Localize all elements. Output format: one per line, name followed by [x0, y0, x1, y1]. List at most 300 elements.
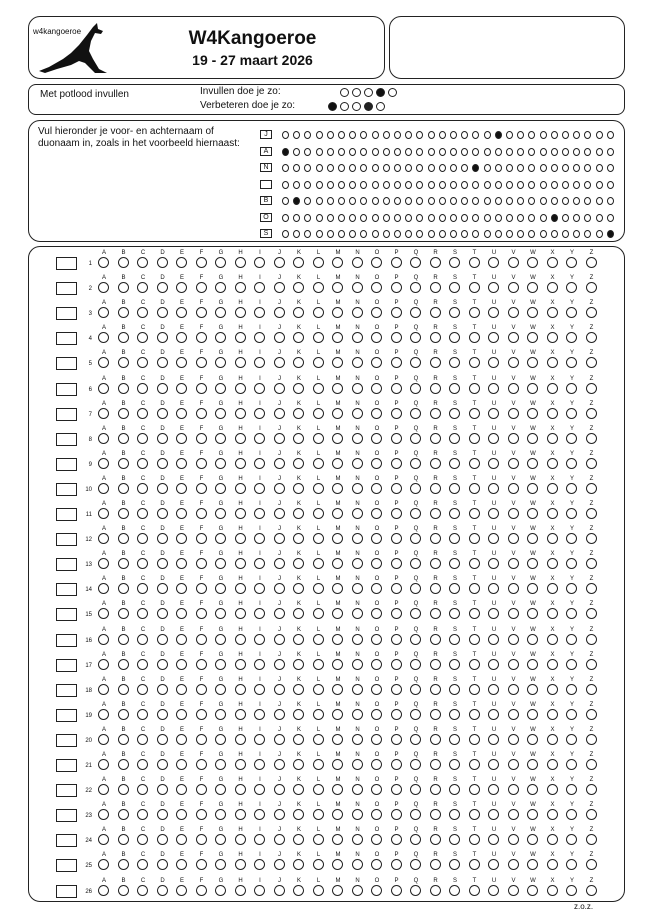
- name-bubble[interactable]: [540, 148, 547, 156]
- answer-bubble[interactable]: [391, 608, 402, 619]
- answer-bubble[interactable]: [449, 483, 460, 494]
- answer-bubble[interactable]: [196, 508, 207, 519]
- name-bubble[interactable]: [304, 148, 311, 156]
- answer-bubble[interactable]: [98, 659, 109, 670]
- name-bubble[interactable]: [282, 230, 289, 238]
- name-bubble[interactable]: [428, 230, 435, 238]
- answer-bubble[interactable]: [332, 659, 343, 670]
- name-bubble[interactable]: [372, 131, 379, 139]
- name-bubble[interactable]: [495, 230, 502, 238]
- name-bubble[interactable]: [573, 181, 580, 189]
- answer-bubble[interactable]: [488, 483, 499, 494]
- answer-bubble[interactable]: [430, 558, 441, 569]
- answer-bubble[interactable]: [469, 408, 480, 419]
- answer-bubble[interactable]: [586, 357, 597, 368]
- name-bubble[interactable]: [383, 164, 390, 172]
- answer-bubble[interactable]: [254, 433, 265, 444]
- answer-bubble[interactable]: [293, 709, 304, 720]
- name-bubble[interactable]: [607, 181, 614, 189]
- answer-bubble[interactable]: [586, 307, 597, 318]
- name-bubble[interactable]: [461, 148, 468, 156]
- name-bubble[interactable]: [327, 230, 334, 238]
- name-bubble[interactable]: [540, 214, 547, 222]
- name-bubble[interactable]: [584, 181, 591, 189]
- answer-bubble[interactable]: [98, 508, 109, 519]
- name-letter-box[interactable]: O: [260, 213, 272, 222]
- answer-bubble[interactable]: [118, 408, 129, 419]
- answer-bubble[interactable]: [586, 684, 597, 695]
- answer-box[interactable]: [56, 608, 77, 621]
- answer-bubble[interactable]: [371, 709, 382, 720]
- name-bubble[interactable]: [472, 148, 479, 156]
- answer-bubble[interactable]: [469, 659, 480, 670]
- answer-bubble[interactable]: [196, 307, 207, 318]
- answer-bubble[interactable]: [586, 784, 597, 795]
- answer-bubble[interactable]: [332, 734, 343, 745]
- answer-bubble[interactable]: [176, 709, 187, 720]
- name-bubble[interactable]: [517, 148, 524, 156]
- answer-bubble[interactable]: [352, 533, 363, 544]
- answer-bubble[interactable]: [176, 483, 187, 494]
- answer-bubble[interactable]: [215, 634, 226, 645]
- answer-bubble[interactable]: [235, 734, 246, 745]
- answer-bubble[interactable]: [254, 659, 265, 670]
- answer-bubble[interactable]: [449, 684, 460, 695]
- answer-bubble[interactable]: [586, 408, 597, 419]
- answer-bubble[interactable]: [547, 659, 558, 670]
- answer-bubble[interactable]: [196, 558, 207, 569]
- name-bubble[interactable]: [282, 131, 289, 139]
- answer-bubble[interactable]: [547, 408, 558, 419]
- answer-bubble[interactable]: [508, 357, 519, 368]
- answer-bubble[interactable]: [176, 408, 187, 419]
- name-bubble[interactable]: [562, 148, 569, 156]
- answer-bubble[interactable]: [527, 709, 538, 720]
- answer-bubble[interactable]: [157, 558, 168, 569]
- name-bubble[interactable]: [338, 197, 345, 205]
- name-bubble[interactable]: [551, 230, 558, 238]
- name-bubble[interactable]: [596, 197, 603, 205]
- answer-bubble[interactable]: [274, 533, 285, 544]
- answer-bubble[interactable]: [469, 784, 480, 795]
- answer-bubble[interactable]: [332, 483, 343, 494]
- answer-bubble[interactable]: [352, 634, 363, 645]
- answer-bubble[interactable]: [118, 834, 129, 845]
- answer-bubble[interactable]: [488, 458, 499, 469]
- answer-box[interactable]: [56, 282, 77, 295]
- answer-bubble[interactable]: [196, 784, 207, 795]
- answer-bubble[interactable]: [391, 809, 402, 820]
- name-bubble[interactable]: [562, 181, 569, 189]
- name-bubble[interactable]: [439, 164, 446, 172]
- answer-bubble[interactable]: [391, 709, 402, 720]
- answer-bubble[interactable]: [196, 684, 207, 695]
- answer-bubble[interactable]: [508, 885, 519, 896]
- name-bubble[interactable]: [304, 214, 311, 222]
- answer-bubble[interactable]: [488, 433, 499, 444]
- name-bubble[interactable]: [573, 148, 580, 156]
- answer-bubble[interactable]: [430, 257, 441, 268]
- answer-bubble[interactable]: [254, 383, 265, 394]
- answer-bubble[interactable]: [430, 433, 441, 444]
- answer-bubble[interactable]: [449, 885, 460, 896]
- answer-bubble[interactable]: [527, 734, 538, 745]
- answer-bubble[interactable]: [547, 483, 558, 494]
- answer-bubble[interactable]: [274, 734, 285, 745]
- answer-box[interactable]: [56, 483, 77, 496]
- answer-bubble[interactable]: [313, 433, 324, 444]
- answer-bubble[interactable]: [430, 383, 441, 394]
- answer-bubble[interactable]: [430, 809, 441, 820]
- answer-box[interactable]: [56, 357, 77, 370]
- name-bubble[interactable]: [293, 181, 300, 189]
- answer-bubble[interactable]: [508, 859, 519, 870]
- answer-bubble[interactable]: [196, 533, 207, 544]
- answer-bubble[interactable]: [235, 433, 246, 444]
- answer-bubble[interactable]: [352, 307, 363, 318]
- answer-bubble[interactable]: [313, 282, 324, 293]
- answer-bubble[interactable]: [586, 709, 597, 720]
- answer-bubble[interactable]: [469, 684, 480, 695]
- answer-bubble[interactable]: [586, 885, 597, 896]
- answer-bubble[interactable]: [527, 885, 538, 896]
- answer-bubble[interactable]: [469, 483, 480, 494]
- answer-bubble[interactable]: [118, 608, 129, 619]
- name-bubble[interactable]: [607, 197, 614, 205]
- answer-bubble[interactable]: [293, 408, 304, 419]
- answer-bubble[interactable]: [547, 458, 558, 469]
- answer-bubble[interactable]: [508, 684, 519, 695]
- answer-bubble[interactable]: [586, 508, 597, 519]
- name-bubble[interactable]: [495, 197, 502, 205]
- answer-bubble[interactable]: [313, 558, 324, 569]
- name-bubble[interactable]: [461, 181, 468, 189]
- answer-bubble[interactable]: [391, 784, 402, 795]
- name-bubble[interactable]: [506, 148, 513, 156]
- answer-bubble[interactable]: [508, 483, 519, 494]
- name-bubble[interactable]: [506, 181, 513, 189]
- answer-bubble[interactable]: [547, 332, 558, 343]
- name-bubble[interactable]: [506, 214, 513, 222]
- answer-bubble[interactable]: [547, 684, 558, 695]
- answer-bubble[interactable]: [254, 634, 265, 645]
- answer-box[interactable]: [56, 759, 77, 772]
- name-bubble[interactable]: [360, 148, 367, 156]
- answer-bubble[interactable]: [508, 659, 519, 670]
- name-bubble[interactable]: [450, 131, 457, 139]
- answer-bubble[interactable]: [566, 634, 577, 645]
- answer-bubble[interactable]: [469, 383, 480, 394]
- answer-bubble[interactable]: [488, 759, 499, 770]
- answer-bubble[interactable]: [118, 583, 129, 594]
- answer-bubble[interactable]: [274, 408, 285, 419]
- answer-bubble[interactable]: [118, 307, 129, 318]
- answer-bubble[interactable]: [449, 659, 460, 670]
- answer-bubble[interactable]: [293, 257, 304, 268]
- answer-bubble[interactable]: [313, 659, 324, 670]
- answer-bubble[interactable]: [118, 508, 129, 519]
- answer-bubble[interactable]: [293, 508, 304, 519]
- name-bubble[interactable]: [428, 197, 435, 205]
- name-letter-box[interactable]: N: [260, 163, 272, 172]
- name-bubble[interactable]: [439, 148, 446, 156]
- answer-bubble[interactable]: [137, 885, 148, 896]
- answer-bubble[interactable]: [547, 784, 558, 795]
- name-bubble[interactable]: [484, 230, 491, 238]
- answer-bubble[interactable]: [547, 583, 558, 594]
- answer-bubble[interactable]: [274, 709, 285, 720]
- answer-bubble[interactable]: [391, 533, 402, 544]
- answer-bubble[interactable]: [527, 408, 538, 419]
- answer-box[interactable]: [56, 433, 77, 446]
- name-bubble[interactable]: [428, 181, 435, 189]
- answer-bubble[interactable]: [410, 684, 421, 695]
- answer-bubble[interactable]: [586, 558, 597, 569]
- answer-bubble[interactable]: [449, 433, 460, 444]
- name-bubble[interactable]: [405, 181, 412, 189]
- answer-bubble[interactable]: [235, 834, 246, 845]
- answer-bubble[interactable]: [176, 433, 187, 444]
- name-bubble[interactable]: [428, 164, 435, 172]
- answer-bubble[interactable]: [527, 483, 538, 494]
- answer-bubble[interactable]: [430, 634, 441, 645]
- answer-bubble[interactable]: [469, 859, 480, 870]
- answer-bubble[interactable]: [196, 859, 207, 870]
- answer-bubble[interactable]: [508, 408, 519, 419]
- answer-bubble[interactable]: [508, 558, 519, 569]
- answer-bubble[interactable]: [118, 332, 129, 343]
- answer-bubble[interactable]: [196, 332, 207, 343]
- name-bubble[interactable]: [439, 214, 446, 222]
- answer-bubble[interactable]: [196, 257, 207, 268]
- answer-bubble[interactable]: [157, 859, 168, 870]
- answer-bubble[interactable]: [391, 433, 402, 444]
- name-bubble[interactable]: [439, 197, 446, 205]
- name-bubble[interactable]: [416, 148, 423, 156]
- name-bubble[interactable]: [450, 214, 457, 222]
- answer-bubble[interactable]: [157, 282, 168, 293]
- answer-bubble[interactable]: [137, 659, 148, 670]
- name-bubble[interactable]: [484, 197, 491, 205]
- answer-bubble[interactable]: [469, 634, 480, 645]
- name-bubble[interactable]: [607, 164, 614, 172]
- answer-bubble[interactable]: [196, 357, 207, 368]
- answer-bubble[interactable]: [137, 483, 148, 494]
- answer-bubble[interactable]: [547, 282, 558, 293]
- answer-bubble[interactable]: [547, 533, 558, 544]
- name-bubble[interactable]: [349, 181, 356, 189]
- name-bubble[interactable]: [596, 181, 603, 189]
- answer-bubble[interactable]: [508, 784, 519, 795]
- answer-bubble[interactable]: [371, 483, 382, 494]
- answer-bubble[interactable]: [566, 734, 577, 745]
- answer-bubble[interactable]: [274, 634, 285, 645]
- answer-bubble[interactable]: [371, 408, 382, 419]
- answer-bubble[interactable]: [586, 759, 597, 770]
- name-bubble[interactable]: [540, 131, 547, 139]
- answer-bubble[interactable]: [508, 332, 519, 343]
- answer-bubble[interactable]: [508, 257, 519, 268]
- answer-bubble[interactable]: [469, 583, 480, 594]
- answer-bubble[interactable]: [313, 483, 324, 494]
- answer-bubble[interactable]: [235, 659, 246, 670]
- answer-bubble[interactable]: [410, 759, 421, 770]
- answer-bubble[interactable]: [235, 809, 246, 820]
- answer-bubble[interactable]: [332, 383, 343, 394]
- answer-bubble[interactable]: [508, 809, 519, 820]
- name-bubble[interactable]: [372, 214, 379, 222]
- name-bubble[interactable]: [439, 131, 446, 139]
- answer-bubble[interactable]: [235, 709, 246, 720]
- answer-bubble[interactable]: [196, 383, 207, 394]
- answer-bubble[interactable]: [215, 483, 226, 494]
- answer-bubble[interactable]: [547, 383, 558, 394]
- name-bubble[interactable]: [528, 148, 535, 156]
- answer-bubble[interactable]: [586, 483, 597, 494]
- name-bubble[interactable]: [528, 214, 535, 222]
- answer-bubble[interactable]: [449, 458, 460, 469]
- answer-bubble[interactable]: [449, 408, 460, 419]
- answer-bubble[interactable]: [371, 508, 382, 519]
- answer-bubble[interactable]: [215, 885, 226, 896]
- answer-bubble[interactable]: [527, 684, 538, 695]
- answer-bubble[interactable]: [391, 659, 402, 670]
- answer-bubble[interactable]: [254, 709, 265, 720]
- answer-bubble[interactable]: [352, 684, 363, 695]
- answer-bubble[interactable]: [313, 257, 324, 268]
- answer-bubble[interactable]: [586, 257, 597, 268]
- answer-bubble[interactable]: [157, 433, 168, 444]
- answer-bubble[interactable]: [508, 759, 519, 770]
- answer-bubble[interactable]: [469, 608, 480, 619]
- answer-bubble[interactable]: [98, 885, 109, 896]
- answer-bubble[interactable]: [157, 608, 168, 619]
- name-bubble[interactable]: [316, 230, 323, 238]
- name-bubble[interactable]: [327, 131, 334, 139]
- answer-bubble[interactable]: [410, 257, 421, 268]
- answer-box[interactable]: [56, 508, 77, 521]
- answer-bubble[interactable]: [586, 734, 597, 745]
- answer-bubble[interactable]: [274, 433, 285, 444]
- answer-bubble[interactable]: [313, 508, 324, 519]
- answer-bubble[interactable]: [566, 257, 577, 268]
- name-bubble[interactable]: [372, 181, 379, 189]
- answer-bubble[interactable]: [352, 834, 363, 845]
- name-bubble[interactable]: [573, 214, 580, 222]
- name-bubble[interactable]: [316, 214, 323, 222]
- name-bubble[interactable]: [327, 214, 334, 222]
- answer-bubble[interactable]: [118, 684, 129, 695]
- answer-bubble[interactable]: [508, 583, 519, 594]
- answer-bubble[interactable]: [274, 583, 285, 594]
- answer-bubble[interactable]: [566, 508, 577, 519]
- answer-bubble[interactable]: [391, 885, 402, 896]
- answer-bubble[interactable]: [547, 634, 558, 645]
- answer-bubble[interactable]: [410, 634, 421, 645]
- answer-bubble[interactable]: [391, 257, 402, 268]
- answer-bubble[interactable]: [430, 784, 441, 795]
- answer-bubble[interactable]: [313, 533, 324, 544]
- answer-bubble[interactable]: [488, 659, 499, 670]
- name-bubble[interactable]: [428, 131, 435, 139]
- answer-bubble[interactable]: [332, 885, 343, 896]
- answer-bubble[interactable]: [254, 508, 265, 519]
- answer-bubble[interactable]: [547, 608, 558, 619]
- answer-bubble[interactable]: [196, 282, 207, 293]
- answer-bubble[interactable]: [410, 508, 421, 519]
- answer-bubble[interactable]: [469, 885, 480, 896]
- answer-bubble[interactable]: [98, 634, 109, 645]
- answer-bubble[interactable]: [176, 458, 187, 469]
- answer-bubble[interactable]: [137, 684, 148, 695]
- answer-box[interactable]: [56, 659, 77, 672]
- name-bubble[interactable]: [282, 197, 289, 205]
- answer-bubble[interactable]: [157, 458, 168, 469]
- answer-bubble[interactable]: [313, 383, 324, 394]
- answer-bubble[interactable]: [527, 433, 538, 444]
- name-bubble[interactable]: [551, 214, 558, 222]
- answer-bubble[interactable]: [98, 709, 109, 720]
- answer-bubble[interactable]: [254, 759, 265, 770]
- answer-bubble[interactable]: [274, 383, 285, 394]
- answer-bubble[interactable]: [176, 885, 187, 896]
- answer-bubble[interactable]: [215, 684, 226, 695]
- name-bubble[interactable]: [506, 197, 513, 205]
- answer-bubble[interactable]: [391, 834, 402, 845]
- name-bubble[interactable]: [562, 164, 569, 172]
- answer-bubble[interactable]: [313, 357, 324, 368]
- answer-bubble[interactable]: [352, 408, 363, 419]
- answer-bubble[interactable]: [98, 483, 109, 494]
- answer-bubble[interactable]: [488, 257, 499, 268]
- answer-bubble[interactable]: [352, 458, 363, 469]
- answer-bubble[interactable]: [118, 734, 129, 745]
- answer-bubble[interactable]: [352, 759, 363, 770]
- answer-bubble[interactable]: [157, 257, 168, 268]
- answer-bubble[interactable]: [313, 458, 324, 469]
- answer-box[interactable]: [56, 709, 77, 722]
- name-bubble[interactable]: [562, 214, 569, 222]
- answer-bubble[interactable]: [235, 608, 246, 619]
- name-bubble[interactable]: [372, 230, 379, 238]
- answer-bubble[interactable]: [391, 307, 402, 318]
- answer-bubble[interactable]: [137, 634, 148, 645]
- answer-bubble[interactable]: [352, 383, 363, 394]
- answer-bubble[interactable]: [313, 734, 324, 745]
- name-bubble[interactable]: [405, 214, 412, 222]
- answer-bubble[interactable]: [157, 709, 168, 720]
- answer-bubble[interactable]: [469, 734, 480, 745]
- answer-bubble[interactable]: [235, 508, 246, 519]
- answer-bubble[interactable]: [469, 709, 480, 720]
- answer-bubble[interactable]: [196, 759, 207, 770]
- answer-bubble[interactable]: [547, 433, 558, 444]
- answer-bubble[interactable]: [586, 458, 597, 469]
- answer-bubble[interactable]: [157, 483, 168, 494]
- answer-bubble[interactable]: [98, 734, 109, 745]
- answer-bubble[interactable]: [430, 483, 441, 494]
- answer-bubble[interactable]: [274, 558, 285, 569]
- answer-bubble[interactable]: [391, 634, 402, 645]
- answer-bubble[interactable]: [274, 332, 285, 343]
- answer-bubble[interactable]: [254, 885, 265, 896]
- name-bubble[interactable]: [495, 164, 502, 172]
- name-bubble[interactable]: [372, 164, 379, 172]
- answer-bubble[interactable]: [176, 508, 187, 519]
- answer-bubble[interactable]: [118, 558, 129, 569]
- answer-bubble[interactable]: [313, 885, 324, 896]
- name-bubble[interactable]: [517, 214, 524, 222]
